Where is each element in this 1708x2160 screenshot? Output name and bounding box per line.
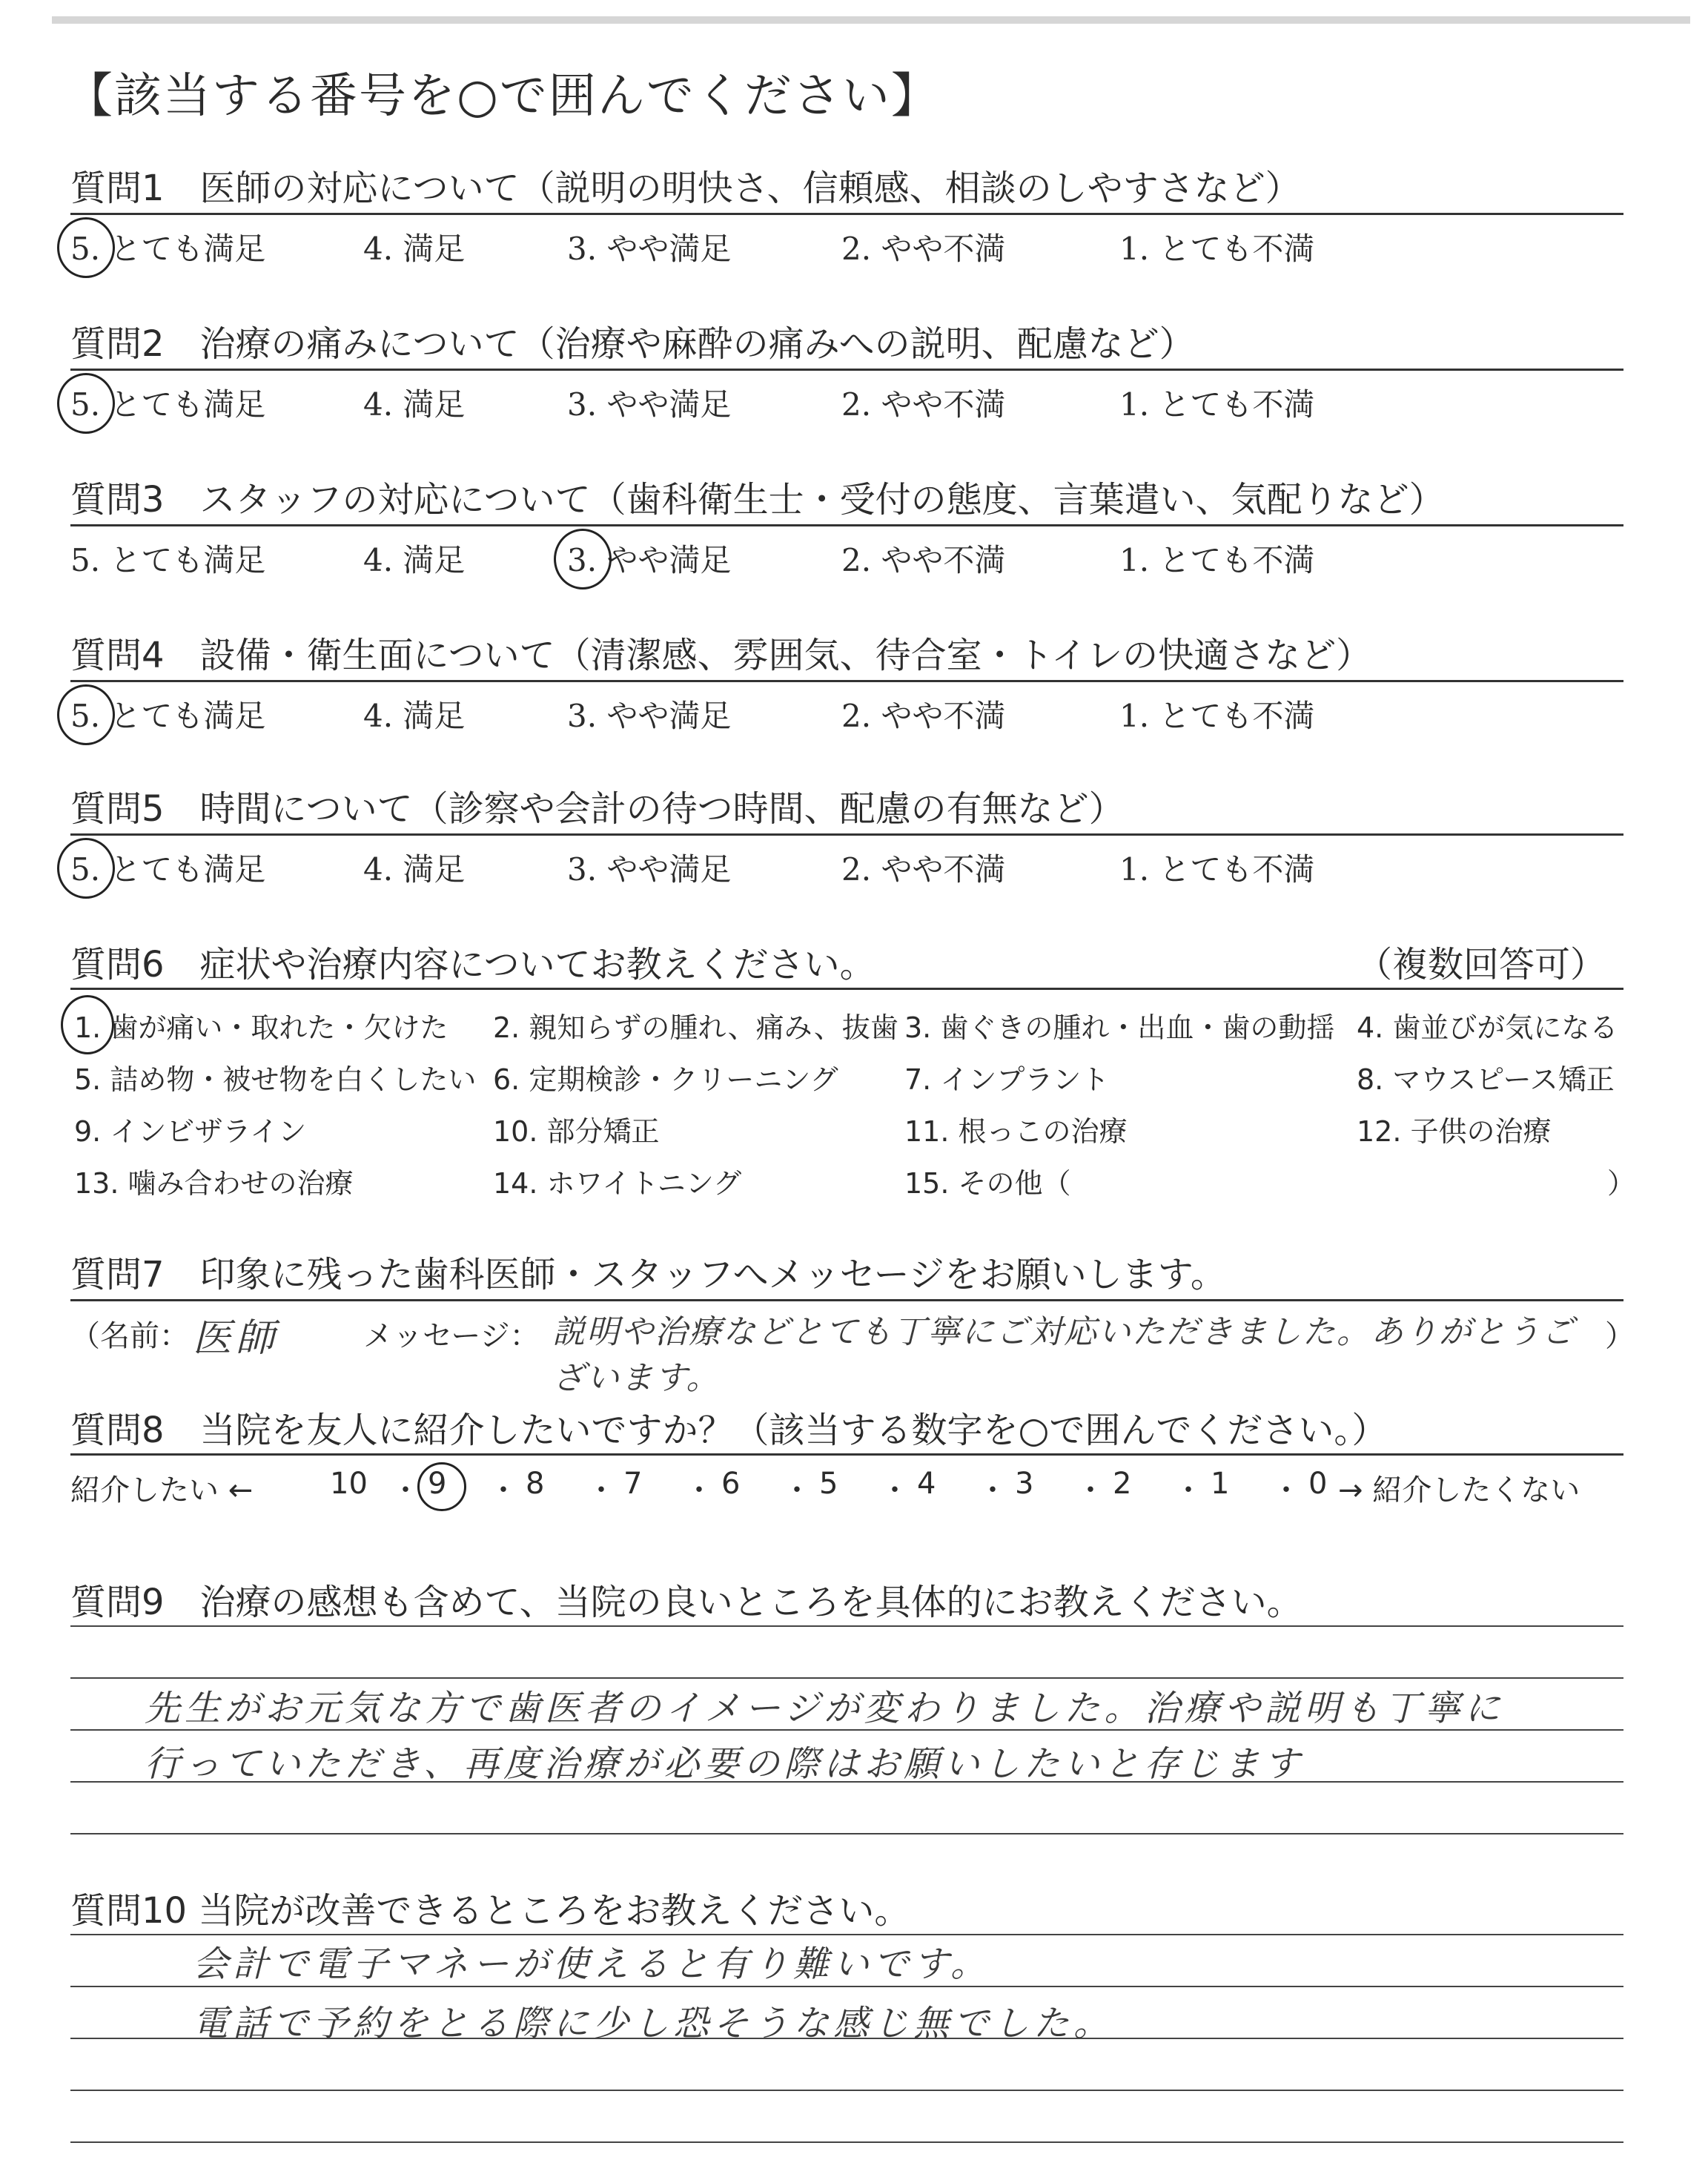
q8-scale-8[interactable]: 8 — [526, 1467, 545, 1501]
question-2-option-4[interactable]: 4. 満足 — [363, 386, 466, 423]
q6-option-1[interactable]: 1. 歯が痛い・取れた・欠けた — [74, 1011, 448, 1044]
question-3-title: 質問3 スタッフの対応について（歯科衛生士・受付の態度、言葉遣い、気配りなど） — [70, 479, 1445, 521]
question-5-title: 質問5 時間について（診察や会計の待つ時間、配慮の有無など） — [70, 788, 1125, 830]
q7-title: 質問7 印象に残った歯科医師・スタッフへメッセージをお願いします。 — [70, 1254, 1226, 1295]
q8-scale-separator: ・ — [391, 1473, 420, 1507]
question-2-selection-circle — [57, 373, 115, 434]
q8-scale-4[interactable]: 4 — [917, 1467, 936, 1501]
q6-option-4[interactable]: 4. 歯並びが気になる — [1357, 1011, 1618, 1044]
q7-message-value: 説明や治療などとても丁寧にご対応いただきました。ありがとうございます。 — [552, 1313, 1575, 1397]
question-2-rule — [70, 369, 1623, 371]
q8-scale-1[interactable]: 1 — [1211, 1467, 1230, 1501]
q10-answer-line-1: 会計で電子マネーが使えると有り難いです。 — [193, 1943, 991, 1985]
q8-left-label: 紹介したい ← — [70, 1473, 254, 1507]
q8-scale-2[interactable]: 2 — [1113, 1467, 1132, 1501]
question-5-option-2[interactable]: 2. やや不満 — [841, 851, 1006, 888]
question-1-option-4[interactable]: 4. 満足 — [363, 231, 466, 267]
q8-scale-separator: ・ — [782, 1473, 812, 1507]
question-5-selection-circle — [57, 838, 115, 899]
q8-scale-separator: ・ — [684, 1473, 714, 1507]
q6-option-10[interactable]: 10. 部分矯正 — [493, 1115, 660, 1148]
question-3-option-3[interactable]: 3. やや満足 — [567, 542, 732, 578]
question-4-title: 質問4 設備・衛生面について（清潔感、雰囲気、待合室・トイレの快適さなど） — [70, 635, 1372, 676]
q9-answer-line-2: 行っていただき、再度治療が必要の際はお願いしたいと存じます — [145, 1743, 1305, 1785]
q8-scale-9[interactable]: 9 — [428, 1467, 447, 1501]
question-4-option-5[interactable]: 5. とても満足 — [70, 698, 266, 734]
question-3-option-4[interactable]: 4. 満足 — [363, 542, 466, 578]
question-1-title: 質問1 医師の対応について（説明の明快さ、信頼感、相談のしやすさなど） — [70, 168, 1301, 209]
q6-option-8[interactable]: 8. マウスピース矯正 — [1357, 1063, 1615, 1096]
question-1-option-3[interactable]: 3. やや満足 — [567, 231, 732, 267]
q10-line — [70, 2090, 1623, 2091]
question-1-selection-circle — [57, 217, 115, 278]
question-5-option-5[interactable]: 5. とても満足 — [70, 851, 266, 888]
question-4-selection-circle — [57, 684, 115, 745]
q6-selection-circle — [61, 995, 114, 1054]
q6-option-2[interactable]: 2. 親知らずの腫れ、痛み、抜歯 — [493, 1011, 898, 1044]
page-top-border — [52, 16, 1690, 24]
q7-rule — [70, 1299, 1623, 1301]
q9-answer-line-1: 先生がお元気な方で歯医者のイメージが変わりました。治療や説明も丁寧に — [145, 1688, 1505, 1729]
q6-rule — [70, 988, 1623, 990]
q8-selection-circle — [417, 1462, 466, 1511]
q6-option-7[interactable]: 7. インプラント — [904, 1063, 1110, 1096]
q6-option-6[interactable]: 6. 定期検診・クリーニング — [493, 1063, 838, 1096]
question-4-option-1[interactable]: 1. とても不満 — [1119, 698, 1315, 734]
question-3-option-2[interactable]: 2. やや不満 — [841, 542, 1006, 578]
q7-name-label: （名前： — [70, 1319, 189, 1353]
question-1-option-1[interactable]: 1. とても不満 — [1119, 231, 1315, 267]
question-2-option-2[interactable]: 2. やや不満 — [841, 386, 1006, 423]
question-3-option-5[interactable]: 5. とても満足 — [70, 542, 266, 578]
q8-scale-3[interactable]: 3 — [1015, 1467, 1034, 1501]
q8-scale-separator: ・ — [1174, 1473, 1203, 1507]
q6-note: （複数回答可） — [1357, 944, 1606, 985]
question-4-rule — [70, 680, 1623, 682]
question-3-option-1[interactable]: 1. とても不満 — [1119, 542, 1315, 578]
question-5-option-1[interactable]: 1. とても不満 — [1119, 851, 1315, 888]
q6-option-9[interactable]: 9. インビザライン — [74, 1115, 307, 1148]
question-3-rule — [70, 524, 1623, 526]
question-1-option-5[interactable]: 5. とても満足 — [70, 231, 266, 267]
question-2-option-1[interactable]: 1. とても不満 — [1119, 386, 1315, 423]
q8-right-label: → 紹介したくない — [1338, 1473, 1580, 1507]
question-4-option-2[interactable]: 2. やや不満 — [841, 698, 1006, 734]
q6-option-15[interactable]: 15. その他（ — [904, 1167, 1071, 1200]
q10-title: 質問10 当院が改善できるところをお教えください。 — [70, 1890, 910, 1932]
q6-option-5[interactable]: 5. 詰め物・被せ物を白くしたい — [74, 1063, 477, 1096]
question-3-selection-circle — [554, 529, 612, 589]
question-5-option-3[interactable]: 3. やや満足 — [567, 851, 732, 888]
q8-scale-0[interactable]: 0 — [1308, 1467, 1328, 1501]
q9-title: 質問9 治療の感想も含めて、当院の良いところを具体的にお教えください。 — [70, 1582, 1302, 1623]
q8-rule — [70, 1453, 1623, 1456]
q7-close-paren: ） — [1605, 1319, 1635, 1353]
q8-scale-separator: ・ — [489, 1473, 518, 1507]
q10-answer-line-2: 電話で予約をとる際に少し恐そうな感じ無でした。 — [193, 2003, 1114, 2044]
q6-option-3[interactable]: 3. 歯ぐきの腫れ・出血・歯の動揺 — [904, 1011, 1335, 1044]
q8-scale-7[interactable]: 7 — [623, 1467, 643, 1501]
question-1-option-2[interactable]: 2. やや不満 — [841, 231, 1006, 267]
q8-scale-separator: ・ — [978, 1473, 1007, 1507]
q6-option-11[interactable]: 11. 根っこの治療 — [904, 1115, 1128, 1148]
q8-scale-10[interactable]: 10 — [330, 1467, 368, 1501]
question-5-option-4[interactable]: 4. 満足 — [363, 851, 466, 888]
q8-scale-6[interactable]: 6 — [721, 1467, 741, 1501]
question-4-option-3[interactable]: 3. やや満足 — [567, 698, 732, 734]
question-2-title: 質問2 治療の痛みについて（治療や麻酔の痛みへの説明、配慮など） — [70, 323, 1195, 365]
q9-line — [70, 1625, 1623, 1627]
question-5-rule — [70, 833, 1623, 836]
q8-scale-separator: ・ — [586, 1473, 616, 1507]
q8-scale-separator: ・ — [1271, 1473, 1301, 1507]
question-2-option-5[interactable]: 5. とても満足 — [70, 386, 266, 423]
q10-line — [70, 2141, 1623, 2143]
q7-message-label: メッセージ： — [363, 1319, 540, 1353]
q6-option-13[interactable]: 13. 噛み合わせの治療 — [74, 1167, 354, 1200]
q9-line — [70, 1833, 1623, 1834]
q8-scale-separator: ・ — [1076, 1473, 1105, 1507]
page-title: 【該当する番号を○で囲んでください】 — [65, 69, 940, 124]
q7-name-value: 医師 — [193, 1316, 279, 1361]
q6-title: 質問6 症状や治療内容についてお教えください。 — [70, 944, 875, 985]
question-1-rule — [70, 213, 1623, 215]
q6-option-12[interactable]: 12. 子供の治療 — [1357, 1115, 1552, 1148]
q6-other-close-paren: ） — [1607, 1167, 1636, 1200]
q8-scale-5[interactable]: 5 — [819, 1467, 838, 1501]
q8-title: 質問8 当院を友人に紹介したいですか？（該当する数字を○で囲んでください。） — [70, 1410, 1388, 1451]
q8-scale-separator: ・ — [880, 1473, 910, 1507]
q9-line — [70, 1677, 1623, 1679]
question-2-option-3[interactable]: 3. やや満足 — [567, 386, 732, 423]
question-4-option-4[interactable]: 4. 満足 — [363, 698, 466, 734]
q6-option-14[interactable]: 14. ホワイトニング — [493, 1167, 742, 1200]
